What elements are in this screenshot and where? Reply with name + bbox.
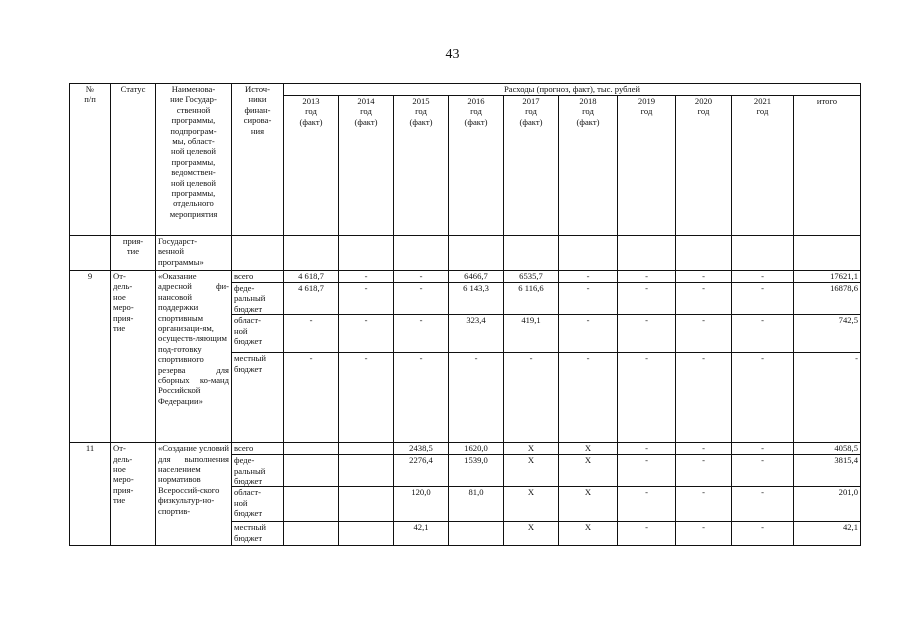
expense-value: - <box>676 353 732 443</box>
continuation-name: Государст- венной программы» <box>156 236 232 271</box>
expense-value: - <box>339 283 394 315</box>
expense-value: - <box>449 353 504 443</box>
expense-value: 120,0 <box>394 487 449 522</box>
funding-source: феде- ральный бюджет <box>232 283 284 315</box>
expense-value: - <box>618 487 676 522</box>
header-year-0: 2013 год (факт) <box>284 96 339 236</box>
expense-value: - <box>732 443 794 455</box>
expense-value: 6535,7 <box>504 271 559 283</box>
expense-value <box>339 455 394 487</box>
expense-value: - <box>394 353 449 443</box>
expense-value: 4 618,7 <box>284 283 339 315</box>
table-row <box>70 443 861 455</box>
expense-value: - <box>732 315 794 353</box>
expense-value: 6 116,6 <box>504 283 559 315</box>
expense-value: Х <box>559 443 618 455</box>
expense-value: 201,0 <box>794 487 861 522</box>
expense-value: 3815,4 <box>794 455 861 487</box>
expense-value: - <box>618 283 676 315</box>
expense-value <box>339 522 394 546</box>
expense-value: - <box>339 353 394 443</box>
funding-source: феде- ральный бюджет <box>232 455 284 487</box>
expense-value: - <box>676 443 732 455</box>
funding-source: местный бюджет <box>232 522 284 546</box>
expense-value <box>449 522 504 546</box>
expense-value: 1539,0 <box>449 455 504 487</box>
header-year-8: 2021 год <box>732 96 794 236</box>
expense-value: - <box>618 315 676 353</box>
row-number: 11 <box>70 443 111 546</box>
row-program-name: «Оказание адресной фи-нансовой поддержки спортивным организаци-ям, осуществ-ляющим под-готовку спортивного резерва для сборных ко-манд Российской Федерации» <box>156 271 232 443</box>
expense-value: - <box>676 315 732 353</box>
funding-source: всего <box>232 443 284 455</box>
header-year-1: 2014 год (факт) <box>339 96 394 236</box>
expense-value: Х <box>559 487 618 522</box>
expense-value: - <box>676 487 732 522</box>
expense-value: 81,0 <box>449 487 504 522</box>
expense-value: - <box>676 283 732 315</box>
expense-value <box>284 487 339 522</box>
expense-value: 6466,7 <box>449 271 504 283</box>
expense-value: - <box>284 315 339 353</box>
expense-value: 17621,1 <box>794 271 861 283</box>
expense-value: - <box>732 353 794 443</box>
expense-value: - <box>394 283 449 315</box>
header-year-3: 2016 год (факт) <box>449 96 504 236</box>
header-year-9: итого <box>794 96 861 236</box>
expense-value: - <box>618 443 676 455</box>
expense-value: - <box>618 522 676 546</box>
expense-value: Х <box>504 487 559 522</box>
expense-value: - <box>618 455 676 487</box>
row-status: От- дель- ное меро- прия- тие <box>111 443 156 546</box>
continuation-row <box>70 236 861 271</box>
header-year-2: 2015 год (факт) <box>394 96 449 236</box>
header-year-7: 2020 год <box>676 96 732 236</box>
expense-value: - <box>618 353 676 443</box>
expense-value: - <box>732 455 794 487</box>
expense-value: Х <box>504 443 559 455</box>
expense-value: - <box>394 315 449 353</box>
expense-value: - <box>284 353 339 443</box>
continuation-status: прия- тие <box>111 236 156 271</box>
expense-value: - <box>504 353 559 443</box>
expense-value: 419,1 <box>504 315 559 353</box>
funding-source: всего <box>232 271 284 283</box>
header-year-5: 2018 год (факт) <box>559 96 618 236</box>
table-row <box>70 271 861 283</box>
expense-value: 42,1 <box>394 522 449 546</box>
expense-value: - <box>559 283 618 315</box>
expense-value <box>339 487 394 522</box>
expense-value: 4058,5 <box>794 443 861 455</box>
row-program-name: «Создание условий для выполнения населением нормативов Всероссий-ского физкультур-но-спортив- <box>156 443 232 546</box>
header-year-6: 2019 год <box>618 96 676 236</box>
expense-value: 16878,6 <box>794 283 861 315</box>
expense-value: 323,4 <box>449 315 504 353</box>
expense-value: - <box>732 522 794 546</box>
expense-value: 6 143,3 <box>449 283 504 315</box>
expense-value: - <box>618 271 676 283</box>
expense-value: - <box>676 455 732 487</box>
expense-value: 2276,4 <box>394 455 449 487</box>
expense-value <box>284 455 339 487</box>
funding-source: местный бюджет <box>232 353 284 443</box>
funding-source: област- ной бюджет <box>232 315 284 353</box>
continuation-num <box>70 236 111 271</box>
expense-value: - <box>559 353 618 443</box>
expense-value: Х <box>504 455 559 487</box>
expense-value: - <box>732 271 794 283</box>
expense-value: 4 618,7 <box>284 271 339 283</box>
expense-value: Х <box>559 522 618 546</box>
expense-value: - <box>676 271 732 283</box>
expense-value: - <box>394 271 449 283</box>
expense-value: - <box>559 315 618 353</box>
row-number: 9 <box>70 271 111 443</box>
continuation-source <box>232 236 284 271</box>
expense-value: - <box>732 283 794 315</box>
expense-value: Х <box>559 455 618 487</box>
header-year-4: 2017 год (факт) <box>504 96 559 236</box>
row-status: От- дель- ное меро- прия- тие <box>111 271 156 443</box>
header-col-source: Источ- ники финан- сирова- ния <box>232 84 284 236</box>
expense-value: Х <box>504 522 559 546</box>
header-col-status: Статус <box>111 84 156 236</box>
expense-value: 2438,5 <box>394 443 449 455</box>
expense-value <box>284 443 339 455</box>
header-col-name: Наименова- ние Государ- ственной программы, подпрограм- мы, област- ной целевой программы, ведомствен- ной целевой программы, отдельного мероприятия <box>156 84 232 236</box>
expense-value <box>284 522 339 546</box>
funding-source: област- ной бюджет <box>232 487 284 522</box>
expense-value <box>339 443 394 455</box>
expense-value: 1620,0 <box>449 443 504 455</box>
expense-value: - <box>732 487 794 522</box>
page-number: 43 <box>445 47 460 62</box>
budget-table <box>69 83 861 546</box>
header-expenses-title: Расходы (прогноз, факт), тыс. рублей <box>284 84 861 96</box>
expense-value: - <box>794 353 861 443</box>
header-row-title <box>70 84 861 96</box>
expense-value: - <box>339 271 394 283</box>
header-col-num: № п/п <box>70 84 111 236</box>
expense-value: 42,1 <box>794 522 861 546</box>
expense-value: 742,5 <box>794 315 861 353</box>
expense-value: - <box>559 271 618 283</box>
expense-value: - <box>339 315 394 353</box>
expense-value: - <box>676 522 732 546</box>
